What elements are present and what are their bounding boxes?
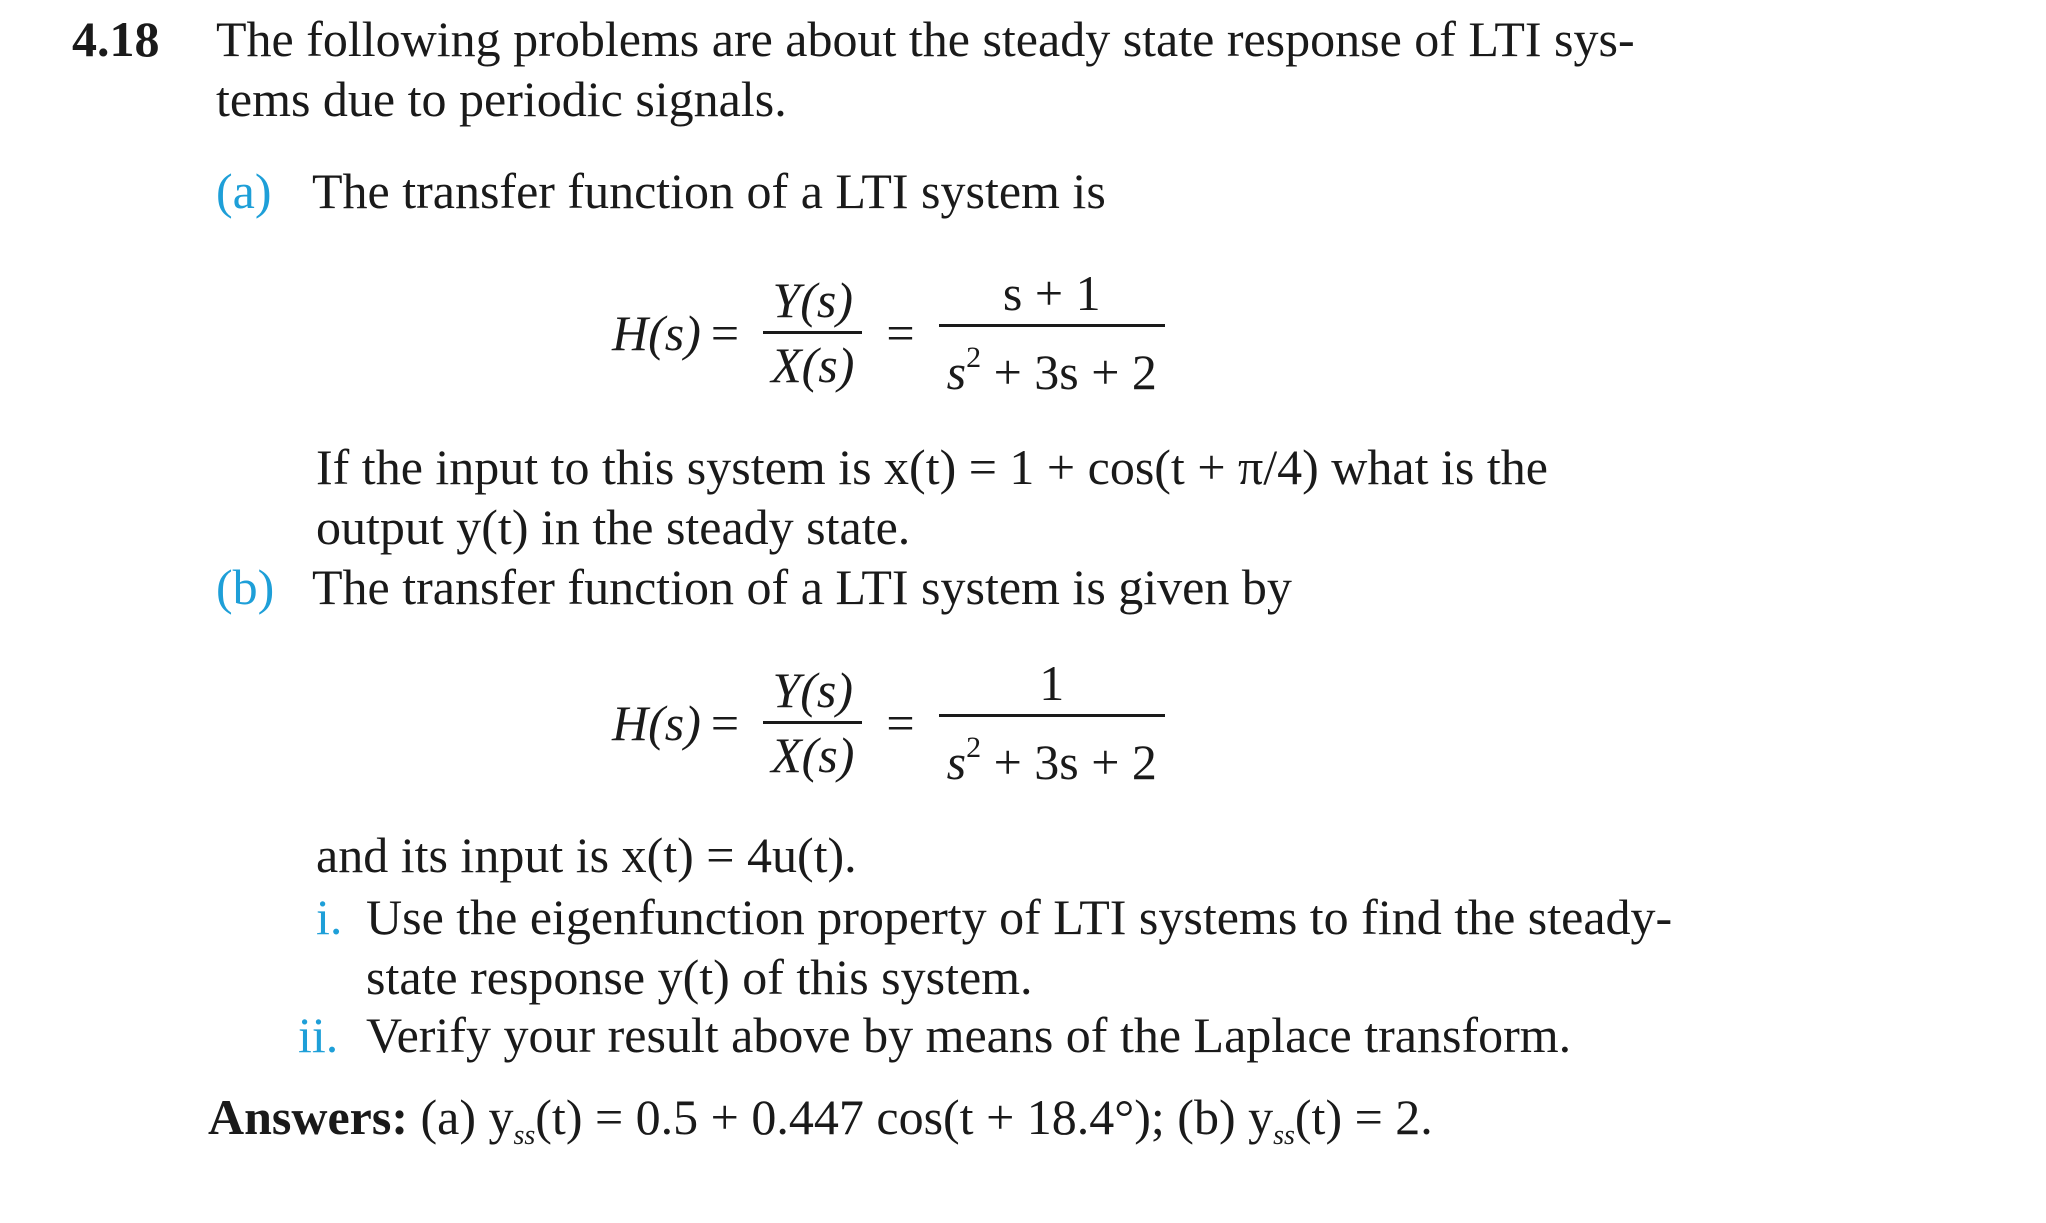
answers-label: Answers:: [208, 1089, 408, 1145]
part-a-question-line-2: output y(t) in the steady state.: [316, 499, 911, 555]
answer-b-subscript: ss: [1273, 1120, 1295, 1151]
part-a-eq-lhs: H(s): [612, 304, 701, 361]
part-a-equation: [612, 262, 1179, 403]
part-b-sub-i-line-2: state response y(t) of this system.: [366, 949, 1033, 1005]
equals-sign: =: [710, 304, 740, 361]
answer-a-rest: (t) = 0.5 + 0.447 cos(t + 18.4°); (b) y: [535, 1089, 1274, 1145]
answer-b-rest: (t) = 2.: [1294, 1089, 1433, 1145]
part-a-question-line-1: If the input to this system is x(t) = 1 + cos(t + π/4) what is the: [316, 439, 1548, 495]
part-b-text: The transfer function of a LTI system is given by: [312, 559, 1292, 615]
answer-a-subscript: ss: [513, 1120, 536, 1151]
part-b-frac1-denominator: X(s): [771, 727, 855, 783]
part-b-frac1-numerator: Y(s): [772, 662, 854, 718]
part-b-input-text: and its input is x(t) = 4u(t).: [316, 827, 857, 883]
part-b-sub-i-label: i.: [316, 889, 343, 945]
part-b-sub-ii-text: Verify your result above by means of the Laplace transform.: [366, 1007, 1572, 1063]
part-b-fraction-1: [763, 659, 862, 786]
part-a-frac1-denominator: X(s): [771, 337, 855, 393]
problem-number: 4.18: [72, 11, 160, 67]
part-a-frac2-numerator: s + 1: [1002, 265, 1101, 321]
part-a-fraction-1: [763, 269, 862, 396]
equals-sign: =: [710, 694, 740, 751]
part-b-sub-i-line-1: Use the eigenfunction property of LTI systems to find the steady-: [366, 889, 1673, 945]
part-b-fraction-2: [939, 652, 1165, 793]
part-b-eq-lhs: H(s): [612, 694, 701, 751]
part-b-label: (b): [216, 559, 275, 615]
part-a-text: The transfer function of a LTI system is: [312, 163, 1106, 219]
equals-sign: =: [886, 694, 915, 751]
part-a-frac1-numerator: Y(s): [772, 272, 854, 328]
answers-line: [208, 1088, 1433, 1152]
part-b-frac2-numerator: 1: [1039, 655, 1065, 711]
part-b-frac2-denominator: $s^2 + 3s + 2$: [946, 731, 1157, 790]
part-a-fraction-2: [939, 262, 1165, 403]
part-a-frac2-denominator: $s^2 + 3s + 2$: [946, 341, 1157, 400]
answer-a-prefix: (a) y: [420, 1089, 514, 1145]
part-b-sub-ii-label: ii.: [298, 1007, 339, 1063]
equals-sign: =: [886, 304, 915, 361]
problem-intro-line-1: The following problems are about the steady state response of LTI sys-: [216, 11, 1635, 67]
part-a-label: (a): [216, 163, 272, 219]
part-b-equation: [612, 652, 1179, 793]
problem-intro-line-2: tems due to periodic signals.: [216, 71, 787, 127]
